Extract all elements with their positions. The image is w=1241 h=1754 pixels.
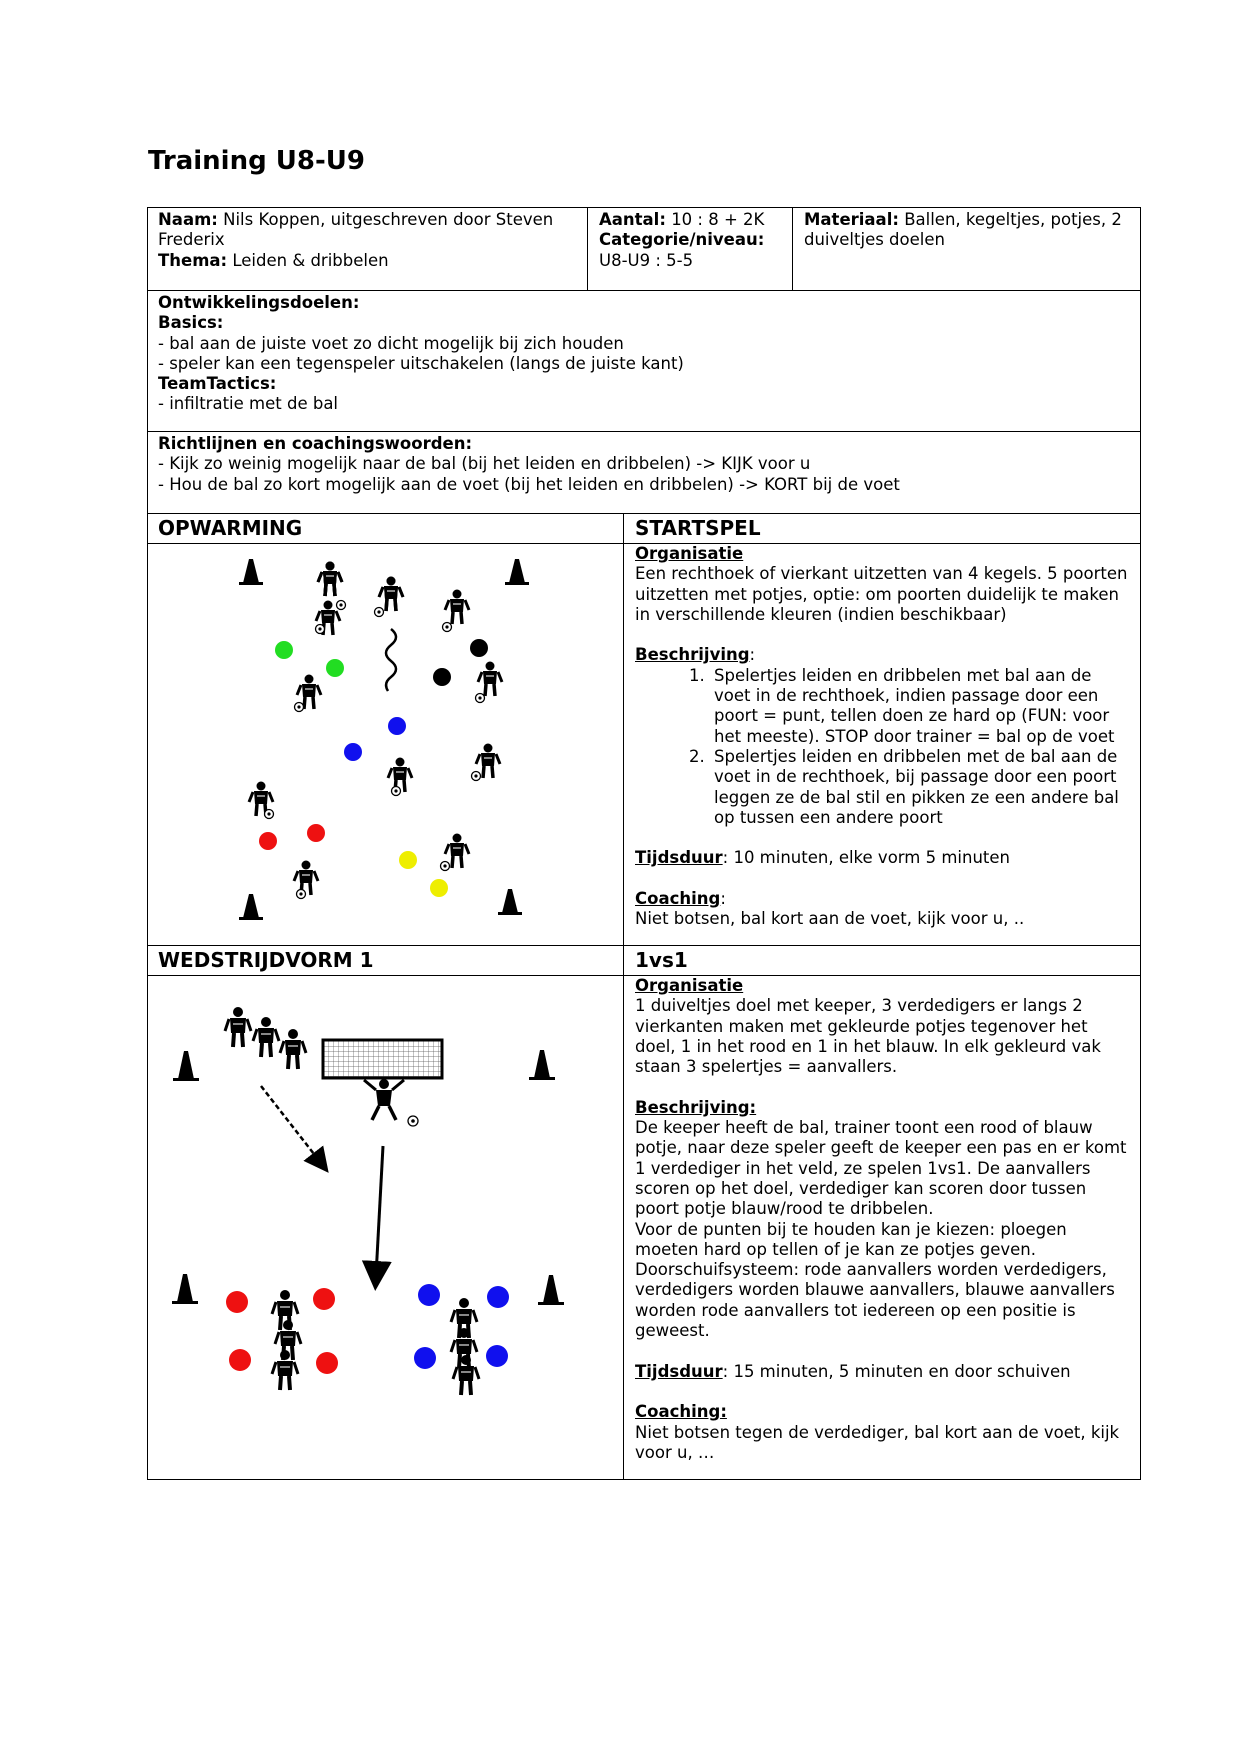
player-icon [225, 1007, 251, 1047]
player-icon [453, 1355, 479, 1395]
cone-icon [239, 894, 263, 920]
info-materiaal-cell [793, 208, 1141, 253]
pot-icon [399, 851, 417, 869]
organisatie-label: Organisatie [635, 976, 744, 995]
arrow-icon [376, 1146, 383, 1276]
tijdsduur-label: Tijdsduur [635, 848, 723, 868]
tijdsduur-text: : 10 minuten, elke vorm 5 minuten [722, 848, 1010, 868]
tijdsduur-text: : 15 minuten, 5 minuten en door schuiven [722, 1361, 1071, 1381]
richtlijnen-item: - Hou de bal zo kort mogelijk aan de voet (bij het leiden en dribbelen) -> KORT bij de voet [158, 474, 900, 494]
pot-icon [486, 1345, 508, 1367]
beschrijving-label: Beschrijving [635, 645, 750, 665]
richtlijnen-item: - Kijk zo weinig mogelijk naar de bal (bij het leiden en dribbelen) -> KIJK voor u [158, 454, 811, 474]
cone-icon [538, 1275, 564, 1305]
pot-icon [307, 824, 325, 842]
pot-icon [433, 668, 451, 686]
cone-icon [505, 559, 529, 585]
pot-icon [316, 1352, 338, 1374]
wedstrijdvorm-diagram [148, 976, 622, 1479]
opwarming-heading: OPWARMING [158, 516, 303, 540]
document-title: Training U8-U9 [148, 146, 365, 176]
teamtactics-item: - infiltratie met de bal [158, 394, 339, 414]
categorie-value: U8-U9 : 5-5 [599, 250, 694, 270]
materiaal-value: Ballen, kegeltjes, potjes, 2 duiveltjes doelen [804, 210, 1122, 250]
1vs1-heading: 1vs1 [635, 948, 688, 972]
ontwikkelingsdoelen-cell [147, 291, 1137, 417]
player-icon [443, 590, 470, 632]
player-icon [441, 834, 470, 871]
naam-value: Nils Koppen, uitgeschreven door Steven Frederix [158, 210, 554, 250]
thema-label: Thema: [158, 250, 228, 270]
cone-icon [529, 1050, 555, 1080]
ontwikkelingsdoelen-heading: Ontwikkelingsdoelen: [158, 293, 360, 312]
player-icon [280, 1029, 306, 1069]
player-icon [318, 562, 342, 597]
pot-icon [487, 1286, 509, 1308]
tijdsduur-label: Tijdsduur [635, 1361, 723, 1381]
arrow-icon [261, 1086, 321, 1163]
player-icon [388, 758, 412, 796]
aantal-label: Aantal: [599, 210, 666, 229]
pot-icon [418, 1284, 440, 1306]
pot-icon [259, 832, 277, 850]
aantal-value: 10 : 8 + 2K [671, 210, 765, 229]
dribble-path [386, 629, 396, 691]
pot-icon [226, 1291, 248, 1313]
goal-icon [323, 1040, 442, 1078]
beschrijving-text: De keeper heeft de bal, trainer toont een rood of blauw potje, naar deze speler geeft de keeper een pas en er komt 1 verdediger in het veld, ze spelen 1vs1. De aanvallers scoren op het doel, verdediger kan scoren door tussen poort potje blauw/rood te dribbelen. [635, 1118, 1127, 1219]
coaching-text: Niet botsen tegen de verdediger, bal kort aan de voet, kijk voor u, … [635, 1422, 1120, 1462]
pot-icon [313, 1288, 335, 1310]
thema-value: Leiden & dribbelen [232, 250, 389, 270]
list-item: 1. Spelertjes leiden en dribbelen met bal aan de voet in de rechthoek, indien passage door een poort = punt, tellen doen ze hard op (FUN: voor het meeste). STOP door trainer = bal op de voet [710, 666, 1130, 747]
doorschuif-text: Doorschuifsysteem: rode aanvallers worden verdedigers, verdedigers worden blauwe aanvallers, blauwe aanvallers worden rode aanvallers tot iedereen op een positie is geweest. [635, 1260, 1115, 1341]
player-icon [379, 577, 403, 612]
basics-item: - bal aan de juiste voet zo dicht mogelijk bij zich houden [158, 333, 624, 353]
basics-item: - speler kan een tegenspeler uitschakelen (langs de juiste kant) [158, 353, 684, 373]
player-icon [472, 744, 501, 781]
cone-icon [172, 1274, 198, 1304]
materiaal-label: Materiaal: [804, 210, 899, 229]
basics-label: Basics: [158, 313, 224, 333]
punten-text: Voor de punten bij te houden kan je kiezen: ploegen moeten hard op tellen of je kan ze potjes geven. [635, 1219, 1067, 1259]
coaching-label: Coaching: [635, 1402, 727, 1422]
organisatie-text: Een rechthoek of vierkant uitzetten van 4 kegels. 5 poorten uitzetten met potjes, optie: om poorten duidelijk te maken in verschillende kleuren (indien beschikbaar) [635, 564, 1128, 624]
pot-icon [229, 1349, 251, 1371]
player-icon [249, 782, 274, 819]
info-aantal-cell [588, 208, 792, 273]
organisatie-label: Organisatie [635, 544, 744, 563]
cone-icon [239, 559, 263, 585]
cone-icon [173, 1051, 199, 1081]
player-icon [476, 662, 503, 703]
organisatie-text: 1 duiveltjes doel met keeper, 3 verdedigers er langs 2 vierkanten maken met gekleurde potjes tegenover het doel, 1 in het rood en 1 in het blauw. In elk gekleurd vak staan 3 spelertjes = aanvallers. [635, 996, 1101, 1077]
pot-icon [388, 717, 406, 735]
beschrijving-list [635, 666, 1130, 828]
naam-label: Naam: [158, 210, 218, 229]
richtlijnen-cell [147, 432, 1137, 497]
1vs1-text [624, 976, 1141, 1465]
info-naam-cell [147, 208, 587, 273]
list-item: 2. Spelertjes leiden en dribbelen met de bal aan de voet in de rechthoek, bij passage door een poort leggen ze de bal stil en pikken ze een andere bal op tussen een andere poort [710, 747, 1130, 828]
pot-icon [470, 639, 488, 657]
player-icon [253, 1017, 279, 1057]
coaching-text: Niet botsen, bal kort aan de voet, kijk voor u, .. [635, 909, 1025, 929]
pot-icon [326, 659, 344, 677]
pot-icon [344, 743, 362, 761]
startspel-text: Organisatie Een rechthoek of vierkant uitzetten van 4 kegels. 5 poorten uitzetten met potjes, optie: om poorten duidelijk te maken in verschillende kleuren (indien beschikbaar) Beschrijving: 1. Spelertjes leiden en dribbelen met bal aan de voet in de rechthoek, indien passage door een poort = punt, tellen doen ze hard op (FUN: voor het meeste). STOP door trainer = bal op de voet 2. Spelertjes leiden en dribbelen met de bal aan de voet in de rechthoek, bij passage door een poort leggen ze de bal stil en pikken ze een andere bal op tussen een andere poort Tijdsduur: 10 minuten, elke vorm 5 minuten Coaching: Niet botsen, bal kort aan de voet, kijk voor u, .. [624, 544, 1141, 932]
pot-icon [430, 879, 448, 897]
pot-icon [275, 641, 293, 659]
beschrijving-label: Beschrijving: [635, 1097, 757, 1117]
opwarming-diagram [148, 544, 622, 945]
teamtactics-label: TeamTactics: [158, 374, 277, 394]
categorie-label: Categorie/niveau: [599, 230, 765, 250]
player-icon [295, 675, 322, 712]
keeper-icon [364, 1079, 418, 1126]
pot-icon [414, 1347, 436, 1369]
cone-icon [498, 889, 522, 915]
player-icon [294, 861, 318, 899]
coaching-label: Coaching [635, 889, 721, 909]
wedstrijdvorm-heading: WEDSTRIJDVORM 1 [158, 948, 374, 972]
startspel-heading: STARTSPEL [635, 516, 761, 540]
richtlijnen-heading: Richtlijnen en coachingswoorden: [158, 434, 473, 453]
